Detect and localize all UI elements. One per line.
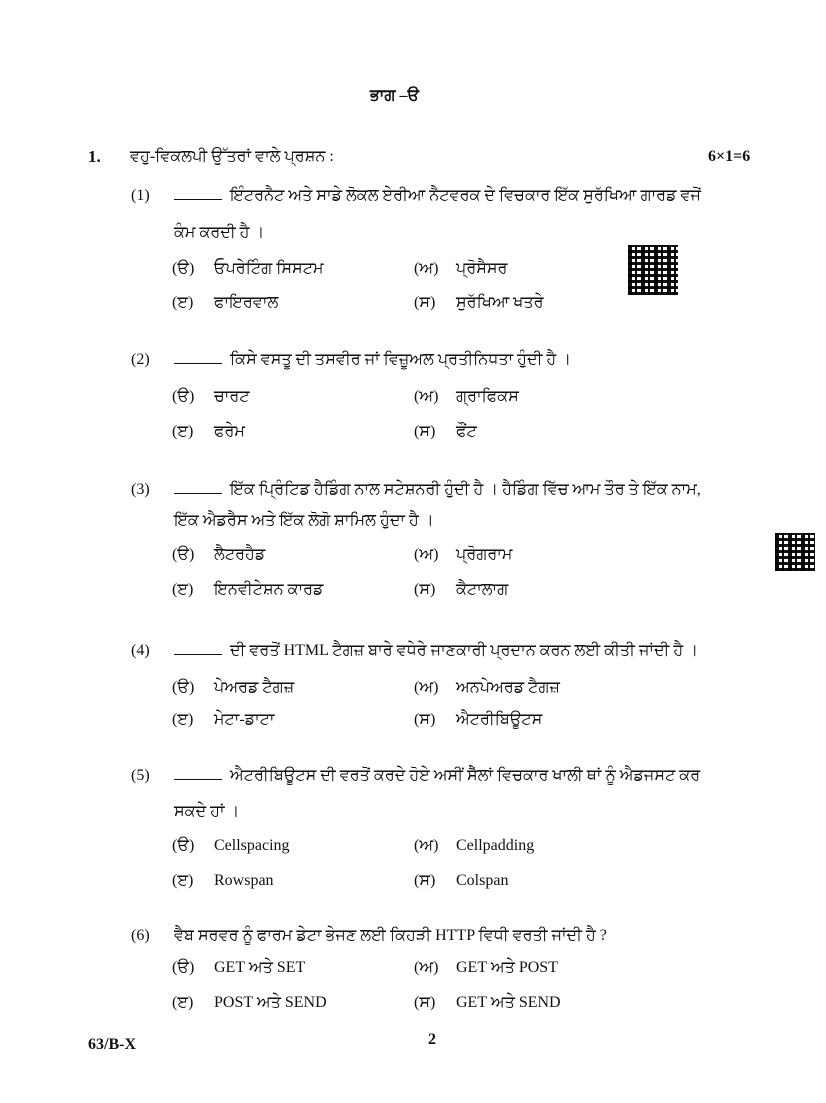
- option-text: ਕੈਟਾਲਾਗ: [456, 581, 509, 598]
- option-text: ਪ੍ਰੋਗਰਾਮ: [456, 546, 513, 563]
- option-text: ਇਨਵੀਟੇਸ਼ਨ ਕਾਰਡ: [214, 581, 324, 598]
- option-text: ਫੌਂਟ: [456, 423, 477, 440]
- option-text: ਗ੍ਰਾਫਿਕਸ: [456, 388, 519, 405]
- option-label: (ਅ): [414, 959, 439, 976]
- item-text: [174, 641, 698, 661]
- option-label: (ੲ): [172, 994, 194, 1011]
- item-text: [174, 186, 701, 206]
- item-text-line1: ਵੈਬ ਸਰਵਰ ਨੂੰ ਫਾਰਮ ਡੇਟਾ ਭੇਜਣ ਲਈ ਕਿਹੜੀ HTTP ਵਿਧੀ ਵਰਤੀ ਜਾਂਦੀ ਹੈ ?: [174, 927, 607, 944]
- option-text: Colspan: [456, 872, 509, 889]
- option-label: (ੳ): [172, 260, 195, 277]
- option-label: (ਸ): [414, 711, 436, 728]
- item-number: (1): [131, 187, 150, 204]
- option-label: (ੳ): [172, 546, 195, 563]
- option-label: (ੲ): [172, 423, 194, 440]
- item-text-line1: ਇੰਟਰਨੈਟ ਅਤੇ ਸਾਡੇ ਲੋਕਲ ਏਰੀਆ ਨੈਟਵਰਕ ਦੇ ਵਿਚਕਾਰ ਇੱਕ ਸੁਰੱਖਿਆ ਗਾਰਡ ਵਜੋਂ: [230, 187, 701, 204]
- paper-code: 63/B-X: [88, 1036, 136, 1053]
- option-label: (ੲ): [172, 711, 194, 728]
- option-label: (ਸ): [414, 294, 436, 311]
- option-label: (ਸ): [414, 872, 436, 889]
- option-text: POST ਅਤੇ SEND: [214, 994, 327, 1011]
- option-label: (ੳ): [172, 959, 195, 976]
- option-text: ਚਾਰਟ: [214, 388, 250, 405]
- item-text-line2: ਸਕਦੇ ਹਾਂ ।: [174, 803, 240, 820]
- option-label: (ੲ): [172, 872, 194, 889]
- option-label: (ੲ): [172, 294, 194, 311]
- section-title: ਭਾਗ –ੳ: [370, 87, 420, 104]
- answer-blank: [174, 351, 222, 364]
- answer-blank: [174, 642, 222, 655]
- item-number: (2): [131, 351, 150, 368]
- item-text-line2: ਕੰਮ ਕਰਦੀ ਹੈ ।: [174, 224, 265, 241]
- option-text: ਲੈਟਰਹੈਡ: [214, 546, 266, 563]
- option-text: GET ਅਤੇ SET: [214, 959, 306, 976]
- option-label: (ਅ): [414, 837, 439, 854]
- option-label: (ੳ): [172, 837, 195, 854]
- option-label: (ੲ): [172, 581, 194, 598]
- option-label: (ਅ): [414, 260, 439, 277]
- datamatrix-code: [628, 245, 678, 295]
- item-number: (4): [131, 642, 150, 659]
- option-text: ਮੇਟਾ-ਡਾਟਾ: [214, 711, 275, 728]
- item-number: (6): [131, 927, 150, 944]
- answer-blank: [174, 187, 222, 200]
- item-number: (3): [131, 481, 150, 498]
- item-text: [174, 480, 701, 500]
- item-text-line2: ਇੱਕ ਐਡਰੈਸ ਅਤੇ ਇੱਕ ਲੋਗੋ ਸ਼ਾਮਿਲ ਹੁੰਦਾ ਹੈ ।: [174, 512, 434, 529]
- option-text: ਪੇਅਰਡ ਟੈਗਜ਼: [214, 679, 295, 696]
- item-text-line1: ਕਿਸੇ ਵਸਤੂ ਦੀ ਤਸਵੀਰ ਜਾਂ ਵਿਜ਼ੂਅਲ ਪ੍ਰਤੀਨਿਧਤਾ ਹੁੰਦੀ ਹੈ ।: [230, 351, 572, 368]
- option-text: Cellpadding: [456, 837, 535, 854]
- option-label: (ੳ): [172, 388, 195, 405]
- option-label: (ਸ): [414, 423, 436, 440]
- option-label: (ਸ): [414, 994, 436, 1011]
- option-label: (ਅ): [414, 679, 439, 696]
- item-number: (5): [131, 767, 150, 784]
- answer-blank: [174, 767, 222, 780]
- option-text: Cellspacing: [214, 837, 290, 854]
- item-text: [174, 766, 700, 786]
- option-text: ਫਾਇਰਵਾਲ: [214, 294, 279, 311]
- option-text: ਓਪਰੇਟਿੰਗ ਸਿਸਟਮ: [214, 260, 324, 277]
- option-label: (ਅ): [414, 546, 439, 563]
- option-text: ਸੁਰੱਖਿਆ ਖਤਰੇ: [456, 294, 544, 311]
- option-label: (ਸ): [414, 581, 436, 598]
- option-label: (ਅ): [414, 388, 439, 405]
- option-text: GET ਅਤੇ POST: [456, 959, 558, 976]
- option-text: Rowspan: [214, 872, 274, 889]
- qr-code: [775, 533, 815, 571]
- option-text: ਐਟਰੀਬਿਊਟਸ: [456, 711, 543, 728]
- item-text-line1: ਐਟਰੀਬਿਊਟਸ ਦੀ ਵਰਤੋਂ ਕਰਦੇ ਹੋਏ ਅਸੀਂ ਸੈੱਲਾਂ ਵਿਚਕਾਰ ਖਾਲੀ ਥਾਂ ਨੂੰ ਐਡਜਸਟ ਕਰ: [230, 767, 701, 784]
- question-marks: 6×1=6: [708, 148, 751, 165]
- option-text: ਪ੍ਰੋਸੈਸਰ: [456, 260, 508, 277]
- option-text: ਫਰੇਮ: [214, 423, 245, 440]
- item-text: [174, 350, 571, 370]
- question-number: 1.: [88, 147, 101, 166]
- page-number: 2: [428, 1031, 436, 1048]
- item-text-line1: ਇੱਕ ਪ੍ਰਿੰਟਿਡ ਹੈਡਿੰਗ ਨਾਲ ਸਟੇਸ਼ਨਰੀ ਹੁੰਦੀ ਹੈ । ਹੈਡਿੰਗ ਵਿੱਚ ਆਮ ਤੌਰ ਤੇ ਇੱਕ ਨਾਮ,: [230, 481, 701, 498]
- question-title: ਵਹੁ-ਵਿਕਲਪੀ ਉੱਤਰਾਂ ਵਾਲੇ ਪ੍ਰਸ਼ਨ :: [130, 148, 334, 165]
- answer-blank: [174, 481, 222, 494]
- option-label: (ੳ): [172, 679, 195, 696]
- item-text: [174, 926, 607, 946]
- option-text: GET ਅਤੇ SEND: [456, 994, 561, 1011]
- option-text: ਅਨਪੇਅਰਡ ਟੈਗਜ਼: [456, 679, 560, 696]
- item-text-line1: ਦੀ ਵਰਤੋਂ HTML ਟੈਗਜ਼ ਬਾਰੇ ਵਧੇਰੇ ਜਾਣਕਾਰੀ ਪ੍ਰਦਾਨ ਕਰਨ ਲਈ ਕੀਤੀ ਜਾਂਦੀ ਹੈ ।: [230, 642, 698, 659]
